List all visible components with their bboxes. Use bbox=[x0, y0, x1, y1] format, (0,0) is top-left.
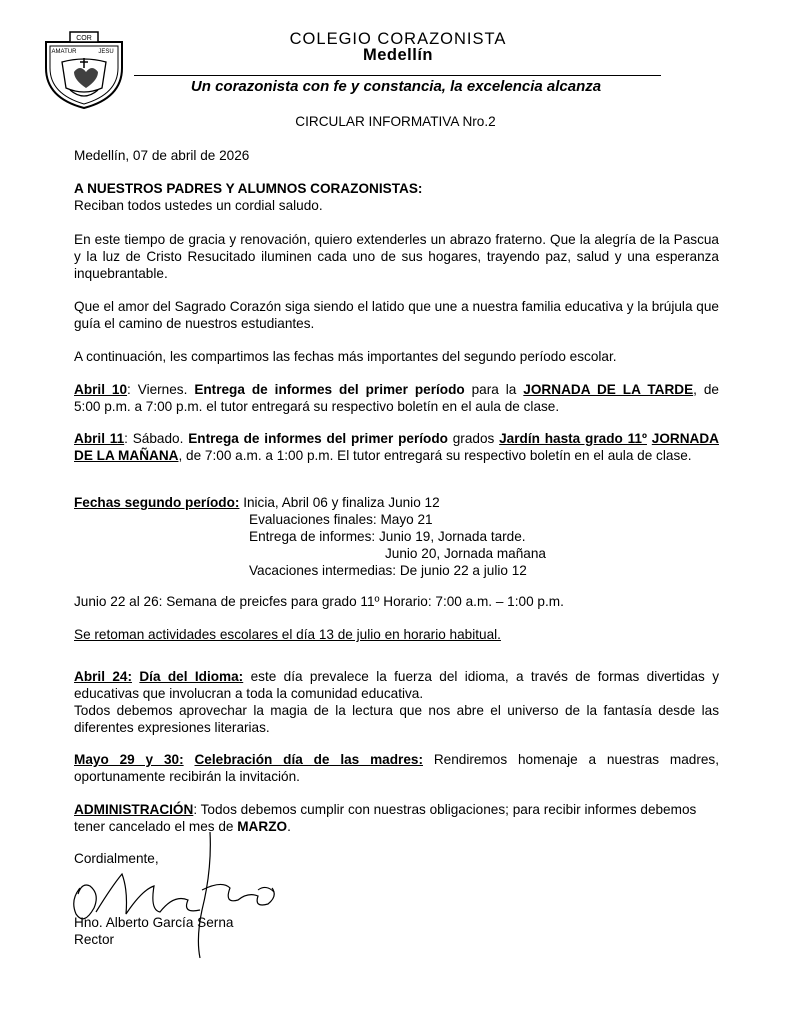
closing: Cordialmente, bbox=[74, 851, 159, 866]
school-city: Medellín bbox=[362, 46, 433, 64]
abril-11-block: Abril 11: Sábado. Entrega de informes del primer período grados Jardín hasta grado 11º JORNADA DE LA MAÑANA, de 7:00 a.m. a 1:00 p.m. El tutor entregará su respectivo boletín en el aula de clase. bbox=[74, 431, 719, 463]
abril-24-block: Abril 24: Día del Idioma: este día prevalece la fuerza del idioma, a través de formas divertidas y educativas que involucran a toda la comunidad educativa. Todos debemos aprovechar la magia de la lectura que nos abre el universo de la fantasía desde las diferentes expresiones literarias. bbox=[74, 669, 720, 735]
circular-title: CIRCULAR INFORMATIVA Nro.2 bbox=[295, 114, 496, 129]
svg-text:JESU: JESU bbox=[98, 49, 114, 55]
jornada-tarde: JORNADA DE LA TARDE bbox=[523, 382, 694, 397]
abril-11-date: Abril 11 bbox=[74, 431, 125, 446]
svg-text:COR: COR bbox=[76, 35, 92, 42]
admin-label: ADMINISTRACIÓN bbox=[74, 802, 194, 817]
signature-block bbox=[74, 914, 719, 948]
crest-icon bbox=[40, 28, 128, 110]
paragraph-pascua: En este tiempo de gracia y renovación, quiero extenderles un abrazo fraterno. Que la alegría de la Pascua y la luz de Cristo Resucitado iluminen cada uno de sus hogares, trayendo paz, salud y una esperanza inquebrantable. bbox=[74, 232, 719, 281]
school-name: COLEGIO CORAZONISTA bbox=[289, 30, 507, 48]
dia-madres: Celebración día de las madres: bbox=[194, 752, 423, 767]
paragraph-sagrado-corazon: Que el amor del Sagrado Corazón siga siendo el latido que une a nuestra familia educativa y la brújula que guía el camino de nuestros estudiantes. bbox=[74, 299, 719, 331]
abril-10-date: Abril 10 bbox=[74, 382, 128, 397]
header-rule bbox=[134, 75, 661, 76]
signer-name: Hno. Alberto García Serna bbox=[74, 915, 234, 930]
greeting bbox=[74, 180, 719, 214]
greeting-heading: A NUESTROS PADRES Y ALUMNOS CORAZONISTAS: bbox=[74, 181, 423, 196]
svg-text:AMATUR: AMATUR bbox=[51, 49, 77, 55]
jardin-grado: Jardín hasta grado 11º bbox=[499, 431, 647, 446]
school-motto: Un corazonista con fe y constancia, la excelencia alcanza bbox=[190, 78, 602, 95]
greeting-line: Reciban todos ustedes un cordial saludo. bbox=[74, 198, 323, 213]
jornada-manana: JORNADA DE LA MAÑANA bbox=[74, 431, 719, 463]
signer-role: Rector bbox=[74, 932, 115, 947]
schedule-label: Fechas segundo período: bbox=[74, 495, 240, 510]
admin-block: ADMINISTRACIÓN: Todos debemos cumplir con nuestras obligaciones; para recibir informes debemos tener cancelado el mes de MARZO. bbox=[74, 802, 697, 834]
resume-line: Se retoman actividades escolares el día 13 de julio en horario habitual. bbox=[74, 627, 501, 642]
paragraph-intro-dates: A continuación, les compartimos las fechas más importantes del segundo período escolar. bbox=[74, 349, 617, 364]
schedule-block: Fechas segundo período: Inicia, Abril 06 y finaliza Junio 12 Evaluaciones finales: Mayo 21 Entrega de informes: Junio 19, Jornada tarde. Junio 20, Jornada mañana Vacaciones intermedias: De junio 22 a julio 12 bbox=[74, 495, 546, 578]
dia-idioma: Día del Idioma: bbox=[139, 669, 244, 684]
abril-10-block: Abril 10: Viernes. Entrega de informes del primer período para la JORNADA DE LA TARDE, de 5:00 p.m. a 7:00 p.m. el tutor entregará su respectivo boletín en el aula de clase. bbox=[74, 382, 719, 414]
school-crest bbox=[40, 28, 128, 110]
date-line: Medellín, 07 de abril de 2026 bbox=[74, 148, 250, 163]
preicfes-line: Junio 22 al 26: Semana de preicfes para grado 11º Horario: 7:00 a.m. – 1:00 p.m. bbox=[74, 594, 564, 609]
mayo-block: Mayo 29 y 30: Celebración día de las madres: Rendiremos homenaje a nuestras madres, oportunamente recibirán la invitación. bbox=[74, 752, 720, 784]
